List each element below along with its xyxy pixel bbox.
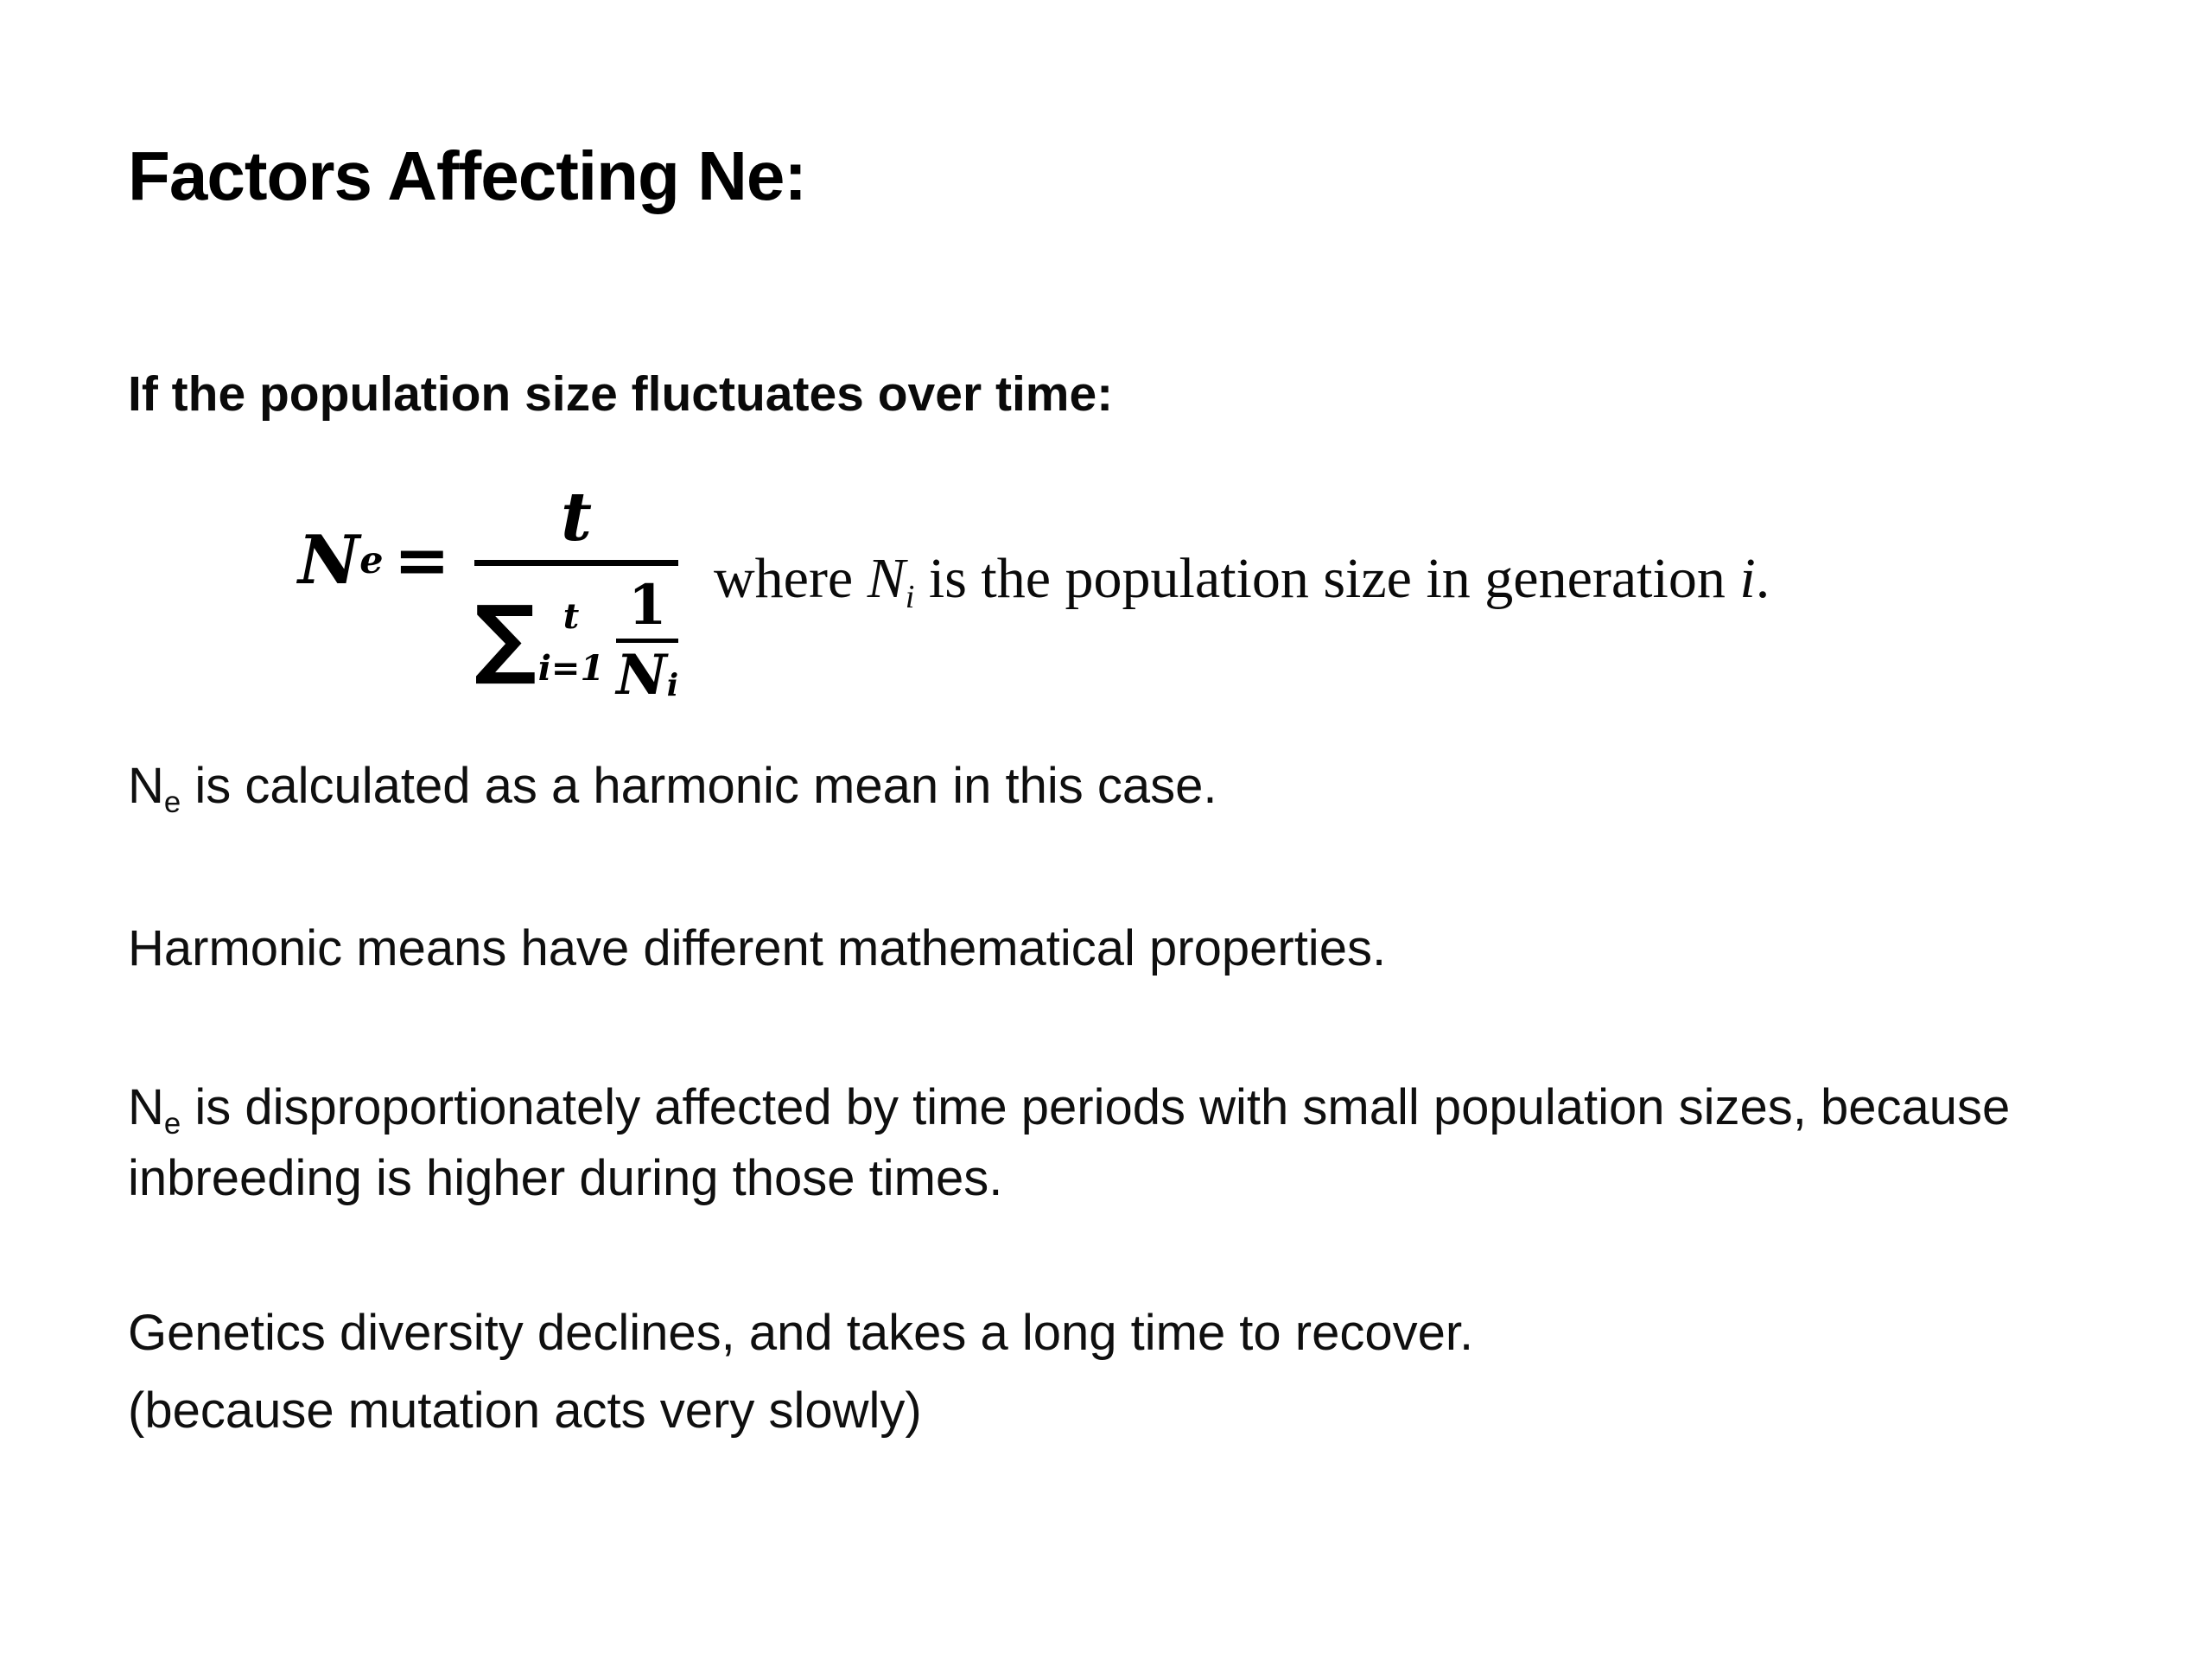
sigma-upper-limit: t bbox=[563, 595, 580, 637]
harmonic-mean-formula: N e = t ∑ t i=1 1 N i bbox=[298, 478, 679, 708]
sigma-lower-limit: i=1 bbox=[537, 647, 605, 689]
ne-subscript: e bbox=[163, 785, 181, 820]
inner-ni-base: N bbox=[616, 643, 667, 708]
summation-sigma-symbol: ∑ bbox=[474, 586, 537, 688]
formula-denominator bbox=[474, 573, 679, 708]
ne-subscript: e bbox=[163, 1107, 181, 1141]
body-line-mutation-slow bbox=[128, 1380, 922, 1443]
formula-main-fraction bbox=[474, 478, 679, 708]
body-text: is calculated as a harmonic mean in this case. bbox=[181, 758, 1217, 814]
where-period: . bbox=[1755, 547, 1770, 610]
inner-numerator-one: 1 bbox=[616, 578, 678, 643]
slide-title: Factors Affecting Ne: bbox=[128, 137, 807, 214]
body-line-properties bbox=[128, 918, 1386, 981]
formula-inner-fraction bbox=[616, 573, 679, 708]
body-text: (because mutation acts very slowly) bbox=[128, 1382, 922, 1439]
where-ni-base: N bbox=[867, 547, 906, 610]
where-clause bbox=[714, 544, 1770, 616]
body-line-harmonic-mean bbox=[128, 755, 1217, 818]
inner-denominator-ni: N i bbox=[616, 643, 679, 708]
ne-symbol: N bbox=[128, 1079, 164, 1135]
ne-symbol: N bbox=[128, 758, 164, 814]
body-text: is disproportionately affected by time periods with small population sizes, because bbox=[181, 1079, 2011, 1135]
sigma-limits bbox=[537, 595, 605, 689]
body-text: Harmonic means have different mathematical properties. bbox=[128, 920, 1387, 976]
formula-numerator-t: t bbox=[474, 484, 678, 566]
where-ni-subscript: i bbox=[905, 579, 915, 616]
where-middle: is the population size in generation bbox=[914, 547, 1740, 610]
body-text: Genetics diversity declines, and takes a long time to recover. bbox=[128, 1305, 1474, 1361]
formula-ne-base: N bbox=[298, 521, 360, 600]
body-line-diversity-declines bbox=[128, 1302, 1473, 1365]
body-text: inbreeding is higher during those times. bbox=[128, 1150, 1003, 1206]
body-line-inbreeding bbox=[128, 1147, 1002, 1211]
where-generation-i: i bbox=[1739, 547, 1756, 610]
where-prefix: where bbox=[714, 547, 868, 610]
body-line-disproportionate bbox=[128, 1077, 2010, 1140]
intro-heading: If the population size fluctuates over time: bbox=[128, 366, 1114, 422]
formula-equals-sign: = bbox=[393, 521, 450, 600]
